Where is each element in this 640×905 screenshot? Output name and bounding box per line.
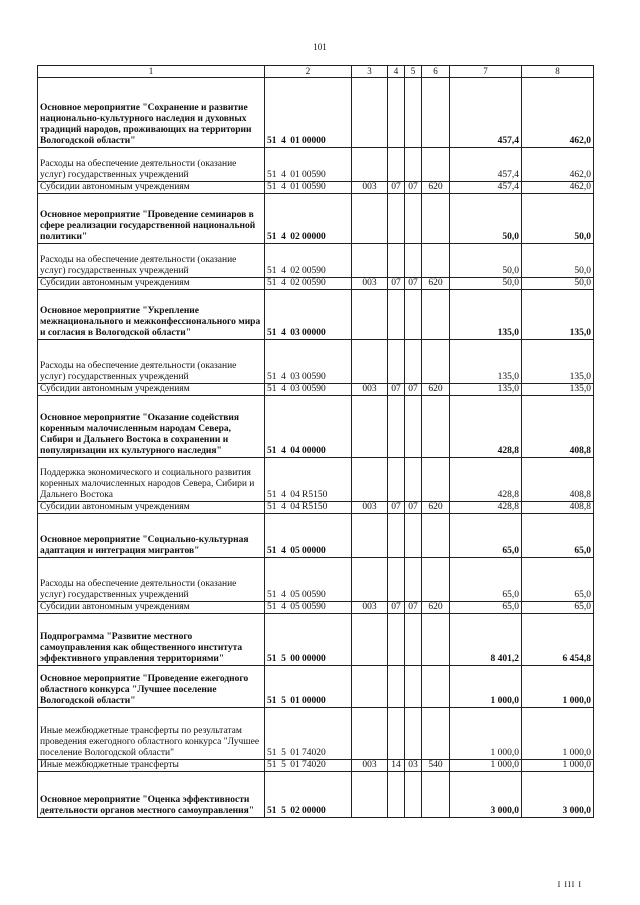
expense-type-cell bbox=[422, 458, 450, 502]
table-row bbox=[38, 760, 594, 772]
item-name-cell: Основное мероприятие "Оценка эффективности деятельности органов местного самоуправления" bbox=[38, 772, 265, 818]
code-part: 4 bbox=[281, 372, 286, 382]
expense-type-cell bbox=[422, 772, 450, 818]
target-code-cell bbox=[265, 194, 352, 244]
code-part: 5 bbox=[281, 806, 286, 816]
table-row bbox=[38, 396, 594, 458]
section-cell: 07 bbox=[388, 384, 405, 396]
item-name-cell: Поддержка экономического и социального развития коренных малочисленных народов Севера, Сибири и Дальнего Востока bbox=[38, 458, 265, 502]
item-name-cell: Расходы на обеспечение деятельности (оказание услуг) государственных учреждений bbox=[38, 558, 265, 602]
table-row bbox=[38, 384, 594, 396]
page-number: 101 bbox=[313, 42, 327, 52]
amount-year2-cell: 462,0 bbox=[522, 182, 594, 194]
amount-year2-cell: 6 454,8 bbox=[522, 614, 594, 666]
expense-type-cell bbox=[422, 666, 450, 708]
amount-year2-cell: 135,0 bbox=[522, 340, 594, 384]
amount-year1-cell: 428,8 bbox=[450, 502, 522, 514]
code-part: 00000 bbox=[302, 446, 326, 456]
item-name-cell: Субсидии автономным учреждениям bbox=[38, 182, 265, 194]
amount-year1-cell: 135,0 bbox=[450, 384, 522, 396]
code-part: 00 bbox=[290, 654, 300, 664]
amount-year1-cell: 50,0 bbox=[450, 278, 522, 290]
amount-year2-cell: 135,0 bbox=[522, 290, 594, 340]
expense-type-cell bbox=[422, 244, 450, 278]
expense-type-cell: 620 bbox=[422, 182, 450, 194]
amount-year1-cell: 1 000,0 bbox=[450, 760, 522, 772]
code-part: 04 bbox=[290, 490, 300, 500]
amount-year2-cell: 50,0 bbox=[522, 244, 594, 278]
section-cell bbox=[388, 148, 405, 182]
subsection-cell bbox=[405, 458, 422, 502]
target-code-cell bbox=[265, 708, 352, 760]
code-part: R5150 bbox=[302, 490, 328, 500]
code-part: 5 bbox=[281, 760, 286, 770]
ministry-code-cell bbox=[352, 666, 388, 708]
section-cell bbox=[388, 244, 405, 278]
code-part: 51 bbox=[267, 602, 277, 612]
item-name-cell: Основное мероприятие "Проведение семинаров в сфере реализации государственной национальной политики" bbox=[38, 194, 265, 244]
table-row bbox=[38, 340, 594, 384]
amount-year2-cell: 50,0 bbox=[522, 194, 594, 244]
target-code-cell bbox=[265, 502, 352, 514]
header-cell: 4 bbox=[388, 66, 405, 78]
target-code-cell bbox=[265, 278, 352, 290]
code-part: 03 bbox=[290, 328, 300, 338]
code-part: 74020 bbox=[302, 760, 326, 770]
item-name-cell: Основное мероприятие "Сохранение и развитие национально-культурного наследия и духовных традиций народов, проживающих на территории Вологодской области" bbox=[38, 78, 265, 148]
target-code-cell bbox=[265, 396, 352, 458]
ministry-code-cell bbox=[352, 614, 388, 666]
code-part: 51 bbox=[267, 372, 277, 382]
subsection-cell bbox=[405, 244, 422, 278]
code-part: 03 bbox=[290, 384, 300, 394]
item-name-cell: Подпрограмма "Развитие местного самоуправления как общественного института эффективного управления территориями" bbox=[38, 614, 265, 666]
code-part: 51 bbox=[267, 170, 277, 180]
code-part: 51 bbox=[267, 446, 277, 456]
code-part: 51 bbox=[267, 384, 277, 394]
section-cell: 07 bbox=[388, 182, 405, 194]
code-part: 01 bbox=[290, 136, 300, 146]
ministry-code-cell bbox=[352, 708, 388, 760]
expense-type-cell bbox=[422, 396, 450, 458]
section-cell bbox=[388, 396, 405, 458]
section-cell: 07 bbox=[388, 278, 405, 290]
subsection-cell bbox=[405, 340, 422, 384]
code-part: 00000 bbox=[302, 806, 326, 816]
amount-year2-cell: 65,0 bbox=[522, 558, 594, 602]
item-name-cell: Субсидии автономным учреждениям bbox=[38, 602, 265, 614]
subsection-cell bbox=[405, 194, 422, 244]
subsection-cell bbox=[405, 666, 422, 708]
header-cell: 1 bbox=[38, 66, 265, 78]
section-cell: 07 bbox=[388, 502, 405, 514]
ministry-code-cell: 003 bbox=[352, 384, 388, 396]
code-part: 51 bbox=[267, 182, 277, 192]
code-part: 5 bbox=[281, 696, 286, 706]
target-code-cell bbox=[265, 182, 352, 194]
item-name-cell: Основное мероприятие "Социально-культурная адаптация и интеграция мигрантов" bbox=[38, 514, 265, 558]
section-cell bbox=[388, 78, 405, 148]
amount-year2-cell: 462,0 bbox=[522, 148, 594, 182]
section-cell bbox=[388, 558, 405, 602]
target-code-cell bbox=[265, 290, 352, 340]
ministry-code-cell bbox=[352, 244, 388, 278]
header-cell: 5 bbox=[405, 66, 422, 78]
amount-year2-cell: 408,8 bbox=[522, 396, 594, 458]
item-name-cell: Иные межбюджетные трансферты bbox=[38, 760, 265, 772]
code-part: 00590 bbox=[302, 278, 326, 288]
amount-year1-cell: 457,4 bbox=[450, 182, 522, 194]
code-part: 4 bbox=[281, 170, 286, 180]
item-name-cell: Основное мероприятие "Проведение ежегодного областного конкурса "Лучшее поселение Вологодской области" bbox=[38, 666, 265, 708]
section-cell bbox=[388, 194, 405, 244]
code-part: 5 bbox=[281, 654, 286, 664]
expense-type-cell bbox=[422, 708, 450, 760]
subsection-cell bbox=[405, 514, 422, 558]
item-name-cell: Основное мероприятие "Оказание содействия коренным малочисленным народам Севера, Сибири и Дальнего Востока в сохранении и популяризации их культурного наследия" bbox=[38, 396, 265, 458]
code-part: 01 bbox=[290, 182, 300, 192]
footer-mark: I III I bbox=[557, 880, 582, 889]
code-part: 4 bbox=[281, 602, 286, 612]
code-part: 00590 bbox=[302, 590, 326, 600]
section-cell bbox=[388, 666, 405, 708]
code-part: 4 bbox=[281, 384, 286, 394]
table-row bbox=[38, 244, 594, 278]
expense-type-cell bbox=[422, 514, 450, 558]
code-part: 4 bbox=[281, 278, 286, 288]
code-part: 05 bbox=[290, 602, 300, 612]
amount-year1-cell: 3 000,0 bbox=[450, 772, 522, 818]
code-part: R5150 bbox=[302, 502, 328, 512]
ministry-code-cell: 003 bbox=[352, 502, 388, 514]
table-row bbox=[38, 148, 594, 182]
section-cell: 07 bbox=[388, 602, 405, 614]
amount-year2-cell: 50,0 bbox=[522, 278, 594, 290]
item-name-cell: Основное мероприятие "Укрепление межнационального и межконфессионального мира и согласия в Вологодской области" bbox=[38, 290, 265, 340]
code-part: 00000 bbox=[302, 232, 326, 242]
header-cell: 8 bbox=[522, 66, 594, 78]
code-part: 51 bbox=[267, 696, 277, 706]
amount-year1-cell: 428,8 bbox=[450, 458, 522, 502]
target-code-cell bbox=[265, 458, 352, 502]
code-part: 00000 bbox=[302, 654, 326, 664]
expense-type-cell bbox=[422, 194, 450, 244]
amount-year2-cell: 1 000,0 bbox=[522, 666, 594, 708]
target-code-cell bbox=[265, 78, 352, 148]
subsection-cell bbox=[405, 708, 422, 760]
item-name-cell: Иные межбюджетные трансферты по результатам проведения ежегодного областного конкурса "Лучшее поселение Вологодской области" bbox=[38, 708, 265, 760]
amount-year1-cell: 50,0 bbox=[450, 244, 522, 278]
amount-year2-cell: 1 000,0 bbox=[522, 760, 594, 772]
code-part: 51 bbox=[267, 590, 277, 600]
ministry-code-cell: 003 bbox=[352, 278, 388, 290]
amount-year1-cell: 8 401,2 bbox=[450, 614, 522, 666]
code-part: 4 bbox=[281, 232, 286, 242]
table-row bbox=[38, 708, 594, 760]
item-name-cell: Расходы на обеспечение деятельности (оказание услуг) государственных учреждений bbox=[38, 244, 265, 278]
amount-year1-cell: 65,0 bbox=[450, 514, 522, 558]
code-part: 4 bbox=[281, 136, 286, 146]
code-part: 4 bbox=[281, 502, 286, 512]
table-row bbox=[38, 194, 594, 244]
expense-type-cell bbox=[422, 340, 450, 384]
section-cell: 14 bbox=[388, 760, 405, 772]
amount-year2-cell: 408,8 bbox=[522, 502, 594, 514]
code-part: 01 bbox=[290, 748, 300, 758]
code-part: 74020 bbox=[302, 748, 326, 758]
code-part: 5 bbox=[281, 748, 286, 758]
item-name-cell: Расходы на обеспечение деятельности (оказание услуг) государственных учреждений bbox=[38, 148, 265, 182]
amount-year1-cell: 135,0 bbox=[450, 340, 522, 384]
code-part: 51 bbox=[267, 654, 277, 664]
amount-year2-cell: 135,0 bbox=[522, 384, 594, 396]
amount-year2-cell: 65,0 bbox=[522, 514, 594, 558]
budget-table bbox=[37, 65, 594, 818]
target-code-cell bbox=[265, 772, 352, 818]
amount-year1-cell: 1 000,0 bbox=[450, 708, 522, 760]
ministry-code-cell: 003 bbox=[352, 182, 388, 194]
table-row bbox=[38, 602, 594, 614]
table-row bbox=[38, 558, 594, 602]
subsection-cell: 07 bbox=[405, 602, 422, 614]
amount-year1-cell: 65,0 bbox=[450, 558, 522, 602]
code-part: 05 bbox=[290, 546, 300, 556]
code-part: 51 bbox=[267, 806, 277, 816]
subsection-cell bbox=[405, 558, 422, 602]
target-code-cell bbox=[265, 666, 352, 708]
section-cell bbox=[388, 458, 405, 502]
section-cell bbox=[388, 290, 405, 340]
table-row bbox=[38, 666, 594, 708]
code-part: 01 bbox=[290, 170, 300, 180]
code-part: 05 bbox=[290, 590, 300, 600]
code-part: 00000 bbox=[302, 136, 326, 146]
subsection-cell: 07 bbox=[405, 384, 422, 396]
code-part: 51 bbox=[267, 266, 277, 276]
section-cell bbox=[388, 614, 405, 666]
code-part: 04 bbox=[290, 502, 300, 512]
header-cell: 3 bbox=[352, 66, 388, 78]
code-part: 51 bbox=[267, 328, 277, 338]
subsection-cell bbox=[405, 772, 422, 818]
code-part: 02 bbox=[290, 266, 300, 276]
code-part: 00590 bbox=[302, 266, 326, 276]
section-cell bbox=[388, 514, 405, 558]
subsection-cell: 07 bbox=[405, 502, 422, 514]
code-part: 02 bbox=[290, 278, 300, 288]
expense-type-cell bbox=[422, 614, 450, 666]
expense-type-cell bbox=[422, 78, 450, 148]
code-part: 51 bbox=[267, 502, 277, 512]
code-part: 4 bbox=[281, 266, 286, 276]
ministry-code-cell bbox=[352, 558, 388, 602]
ministry-code-cell bbox=[352, 772, 388, 818]
expense-type-cell bbox=[422, 290, 450, 340]
amount-year1-cell: 1 000,0 bbox=[450, 666, 522, 708]
code-part: 03 bbox=[290, 372, 300, 382]
header-row bbox=[38, 66, 594, 78]
amount-year1-cell: 50,0 bbox=[450, 194, 522, 244]
item-name-cell: Субсидии автономным учреждениям bbox=[38, 502, 265, 514]
table-row bbox=[38, 772, 594, 818]
item-name-cell: Субсидии автономным учреждениям bbox=[38, 384, 265, 396]
code-part: 51 bbox=[267, 278, 277, 288]
table-row bbox=[38, 278, 594, 290]
expense-type-cell: 540 bbox=[422, 760, 450, 772]
code-part: 00590 bbox=[302, 372, 326, 382]
code-part: 00000 bbox=[302, 328, 326, 338]
expense-type-cell bbox=[422, 558, 450, 602]
amount-year2-cell: 462,0 bbox=[522, 78, 594, 148]
code-part: 51 bbox=[267, 490, 277, 500]
code-part: 00590 bbox=[302, 384, 326, 394]
ministry-code-cell: 003 bbox=[352, 602, 388, 614]
code-part: 00000 bbox=[302, 546, 326, 556]
table-row bbox=[38, 614, 594, 666]
table-row bbox=[38, 182, 594, 194]
code-part: 04 bbox=[290, 446, 300, 456]
subsection-cell: 07 bbox=[405, 278, 422, 290]
code-part: 4 bbox=[281, 328, 286, 338]
table-row bbox=[38, 78, 594, 148]
subsection-cell bbox=[405, 396, 422, 458]
code-part: 00000 bbox=[302, 696, 326, 706]
subsection-cell bbox=[405, 614, 422, 666]
item-name-cell: Расходы на обеспечение деятельности (оказание услуг) государственных учреждений bbox=[38, 340, 265, 384]
ministry-code-cell bbox=[352, 194, 388, 244]
target-code-cell bbox=[265, 760, 352, 772]
code-part: 4 bbox=[281, 490, 286, 500]
target-code-cell bbox=[265, 558, 352, 602]
code-part: 01 bbox=[290, 696, 300, 706]
ministry-code-cell bbox=[352, 458, 388, 502]
code-part: 4 bbox=[281, 590, 286, 600]
code-part: 51 bbox=[267, 136, 277, 146]
code-part: 00590 bbox=[302, 602, 326, 612]
target-code-cell bbox=[265, 340, 352, 384]
code-part: 51 bbox=[267, 232, 277, 242]
target-code-cell bbox=[265, 148, 352, 182]
amount-year2-cell: 408,8 bbox=[522, 458, 594, 502]
code-part: 00590 bbox=[302, 182, 326, 192]
code-part: 00590 bbox=[302, 170, 326, 180]
target-code-cell bbox=[265, 602, 352, 614]
ministry-code-cell bbox=[352, 514, 388, 558]
table-row bbox=[38, 458, 594, 502]
table-row bbox=[38, 502, 594, 514]
target-code-cell bbox=[265, 384, 352, 396]
header-cell: 6 bbox=[422, 66, 450, 78]
expense-type-cell: 620 bbox=[422, 278, 450, 290]
ministry-code-cell bbox=[352, 148, 388, 182]
expense-type-cell: 620 bbox=[422, 502, 450, 514]
amount-year2-cell: 65,0 bbox=[522, 602, 594, 614]
amount-year1-cell: 457,4 bbox=[450, 78, 522, 148]
code-part: 02 bbox=[290, 806, 300, 816]
amount-year1-cell: 65,0 bbox=[450, 602, 522, 614]
subsection-cell bbox=[405, 290, 422, 340]
amount-year2-cell: 1 000,0 bbox=[522, 708, 594, 760]
table-row bbox=[38, 514, 594, 558]
ministry-code-cell bbox=[352, 78, 388, 148]
header-cell: 2 bbox=[265, 66, 352, 78]
section-cell bbox=[388, 708, 405, 760]
code-part: 01 bbox=[290, 760, 300, 770]
table-row bbox=[38, 290, 594, 340]
item-name-cell: Субсидии автономным учреждениям bbox=[38, 278, 265, 290]
code-part: 02 bbox=[290, 232, 300, 242]
amount-year1-cell: 135,0 bbox=[450, 290, 522, 340]
ministry-code-cell bbox=[352, 396, 388, 458]
subsection-cell bbox=[405, 148, 422, 182]
code-part: 51 bbox=[267, 546, 277, 556]
expense-type-cell bbox=[422, 148, 450, 182]
ministry-code-cell bbox=[352, 340, 388, 384]
target-code-cell bbox=[265, 614, 352, 666]
subsection-cell: 03 bbox=[405, 760, 422, 772]
subsection-cell bbox=[405, 78, 422, 148]
code-part: 4 bbox=[281, 182, 286, 192]
amount-year1-cell: 457,4 bbox=[450, 148, 522, 182]
target-code-cell bbox=[265, 244, 352, 278]
code-part: 51 bbox=[267, 748, 277, 758]
ministry-code-cell: 003 bbox=[352, 760, 388, 772]
code-part: 51 bbox=[267, 760, 277, 770]
expense-type-cell: 620 bbox=[422, 602, 450, 614]
ministry-code-cell bbox=[352, 290, 388, 340]
amount-year1-cell: 428,8 bbox=[450, 396, 522, 458]
code-part: 4 bbox=[281, 446, 286, 456]
header-cell: 7 bbox=[450, 66, 522, 78]
expense-type-cell: 620 bbox=[422, 384, 450, 396]
amount-year2-cell: 3 000,0 bbox=[522, 772, 594, 818]
section-cell bbox=[388, 772, 405, 818]
target-code-cell bbox=[265, 514, 352, 558]
section-cell bbox=[388, 340, 405, 384]
code-part: 4 bbox=[281, 546, 286, 556]
subsection-cell: 07 bbox=[405, 182, 422, 194]
